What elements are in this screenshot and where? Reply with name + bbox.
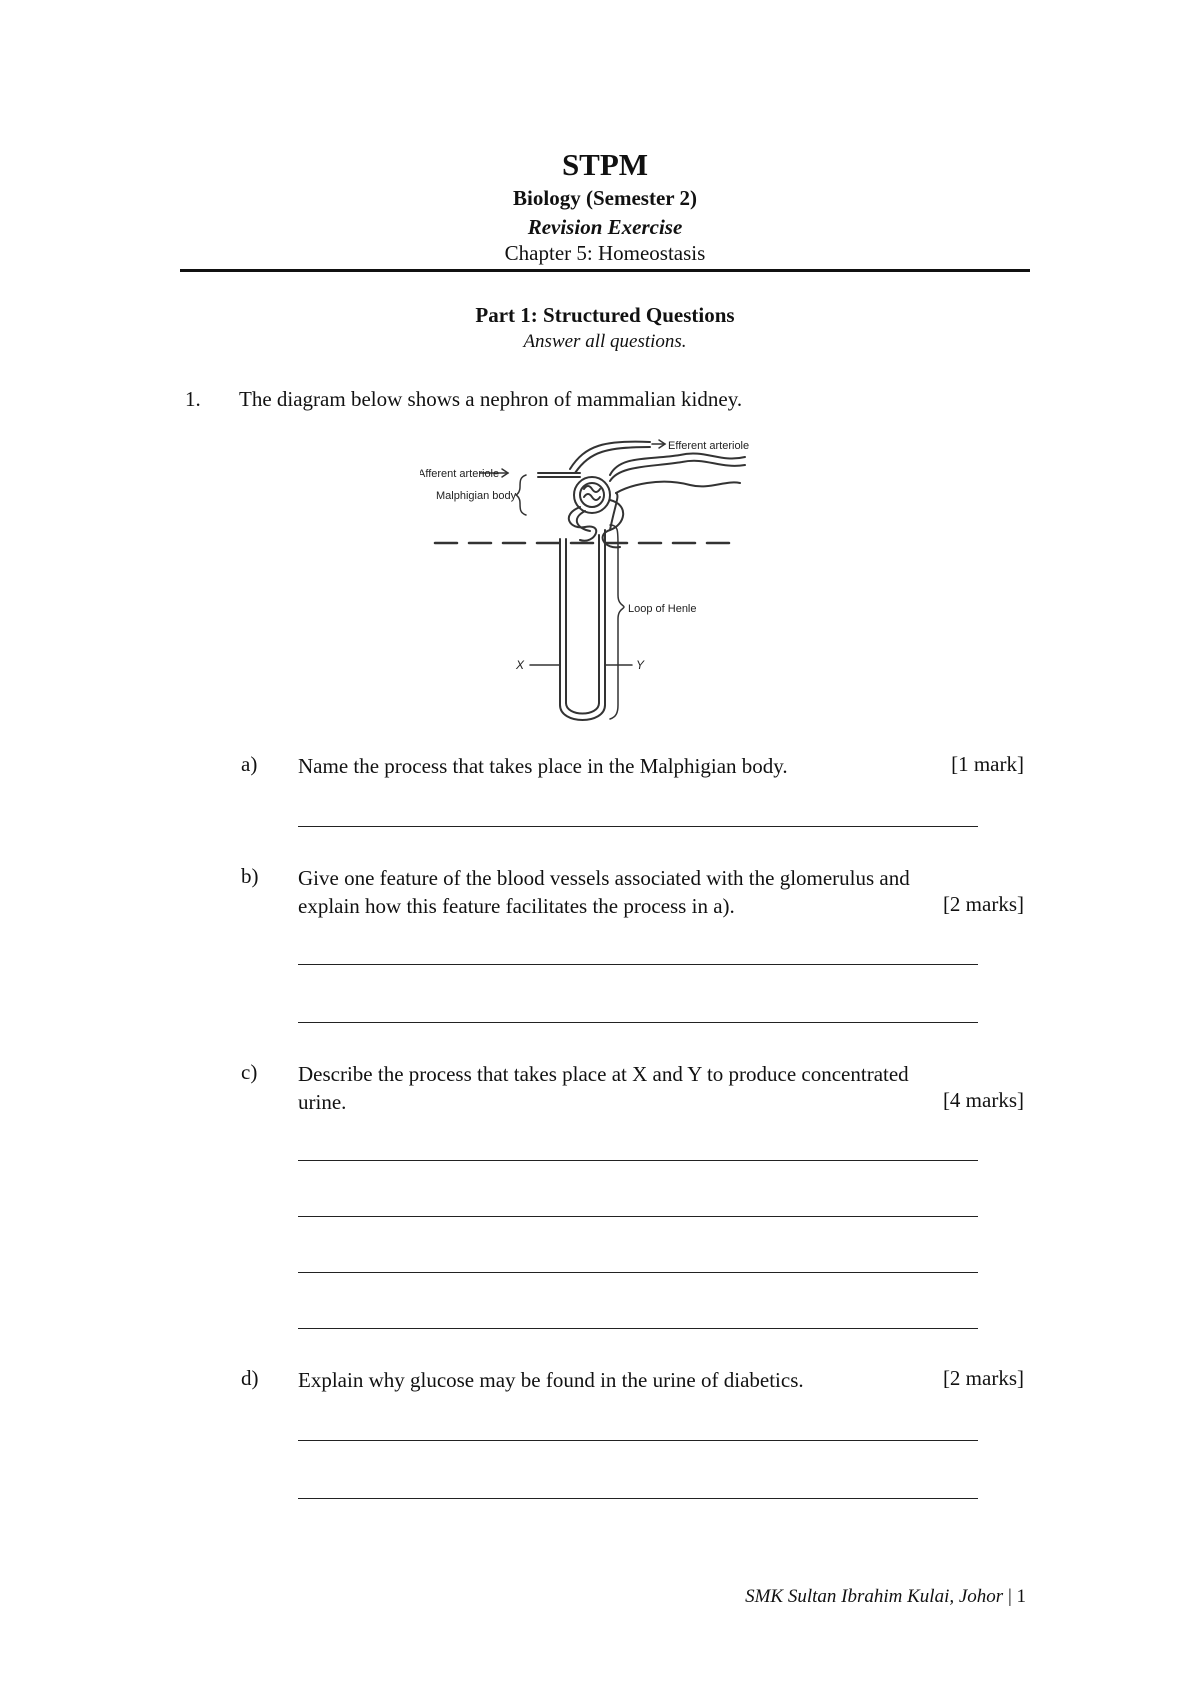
part-b-question: [298, 864, 1026, 920]
subject-heading: Biology (Semester 2): [513, 186, 697, 210]
part-a-text: Name the process that takes place in the Malphigian body.: [298, 754, 788, 778]
part-c-marks: [4 marks]: [942, 1088, 1024, 1112]
question-text: The diagram below shows a nephron of mammalian kidney.: [239, 387, 743, 411]
chapter-heading: Chapter 5: Homeostasis: [504, 241, 706, 265]
part-a-question: [298, 752, 1026, 780]
page-footer: [640, 1586, 1026, 1608]
question-number: 1.: [185, 387, 201, 411]
page-number: 1: [1016, 1586, 1026, 1607]
nephron-diagram: [420, 435, 760, 735]
document-title: STPM: [561, 147, 649, 182]
part-c-question: [298, 1060, 1026, 1116]
part-a-marks: [1 mark]: [951, 752, 1024, 776]
answer-line[interactable]: [298, 964, 978, 965]
answer-line[interactable]: [298, 1272, 978, 1273]
part-title: Part 1: Structured Questions: [475, 303, 735, 327]
answer-line[interactable]: [298, 1440, 978, 1441]
answer-line[interactable]: [298, 1160, 978, 1161]
answer-line[interactable]: [298, 1498, 978, 1499]
label-malphigian-body: Malphigian body: [436, 490, 517, 502]
answer-line[interactable]: [298, 1328, 978, 1329]
part-c-text-line1: Describe the process that takes place at X and Y to produce concentrated: [298, 1062, 909, 1086]
label-efferent-arteriole: Efferent arteriole: [668, 440, 750, 452]
answer-line[interactable]: [298, 1216, 978, 1217]
part-a-label: a): [241, 752, 258, 776]
part-d-question: [298, 1366, 1026, 1394]
label-x: X: [516, 658, 525, 672]
answer-line[interactable]: [298, 1022, 978, 1023]
part-b-marks: [2 marks]: [942, 892, 1024, 916]
footer-school: SMK Sultan Ibrahim Kulai, Johor: [745, 1586, 1004, 1607]
label-y: Y: [636, 658, 645, 672]
part-c-text-line2: urine.: [298, 1090, 347, 1114]
label-loop-of-henle: Loop of Henle: [628, 603, 697, 615]
part-d-marks: [2 marks]: [942, 1366, 1024, 1390]
exercise-heading: Revision Exercise: [527, 215, 683, 239]
answer-line[interactable]: [298, 826, 978, 827]
part-b-text-line1: Give one feature of the blood vessels associated with the glomerulus and: [298, 866, 910, 890]
part-instruction: Answer all questions.: [523, 331, 687, 352]
header-divider: [180, 269, 1030, 272]
part-b-text-line2: explain how this feature facilitates the process in a).: [298, 894, 735, 918]
part-c-label: c): [241, 1060, 258, 1084]
part-d-text: Explain why glucose may be found in the urine of diabetics.: [298, 1368, 804, 1392]
part-d-label: d): [241, 1366, 259, 1390]
footer-separator: |: [1007, 1586, 1012, 1607]
label-afferent-arteriole: Afferent arteriole: [420, 468, 500, 480]
part-b-label: b): [241, 864, 259, 888]
